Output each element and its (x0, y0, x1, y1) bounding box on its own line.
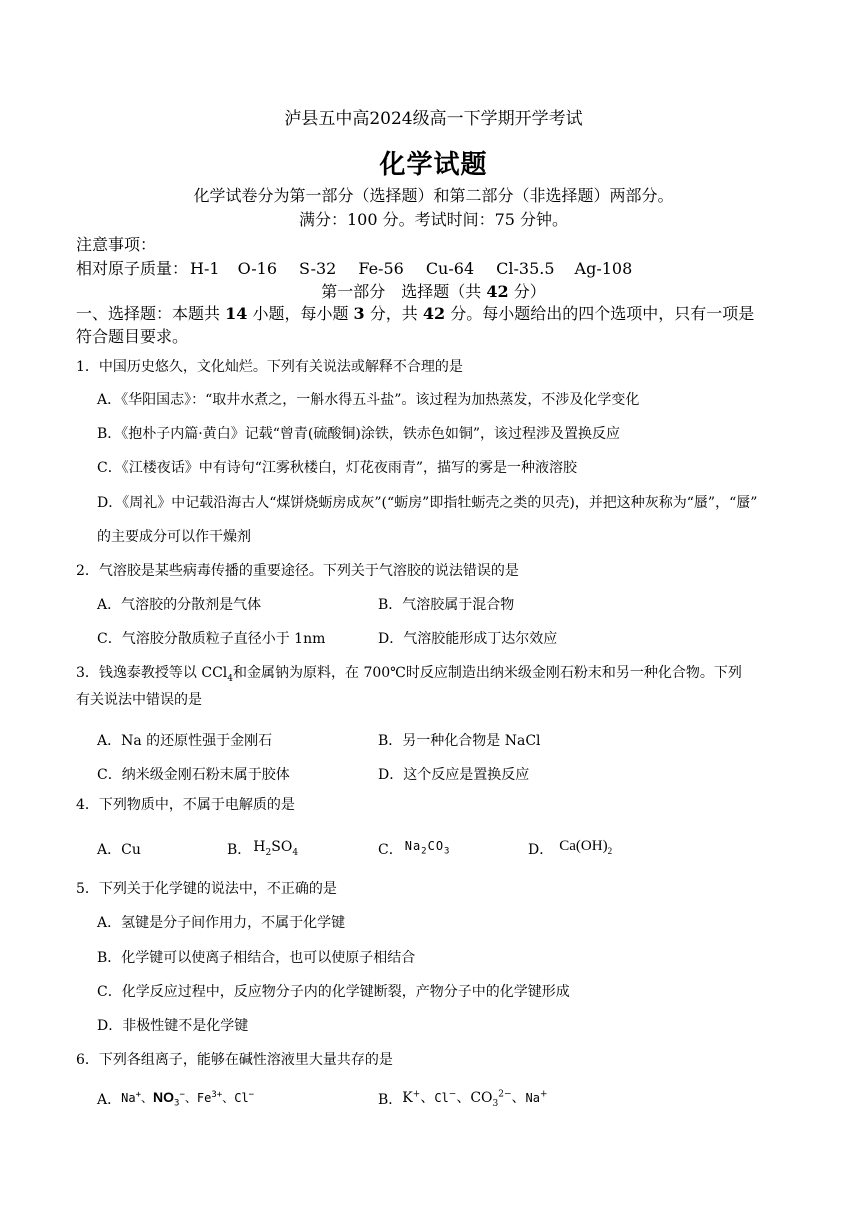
ion-group-b: K+、Cl−、$CO_3^{2-}$、Na+ (402, 1089, 548, 1109)
question-1-option-b: B．《抱朴子内篇·黄白》记载“曾青(硫酸铜)涂铁，铁赤色如铜”，该过程涉及置换反应 (97, 426, 620, 442)
exam-intro: 化学试卷分为第一部分（选择题）和第二部分（非选择题）两部分。 (193, 186, 674, 205)
atomic-mass-label: 相对原子质量： (76, 259, 189, 278)
atomic-mass-s: S-32 (299, 259, 337, 278)
atomic-mass-h: H-1 (190, 259, 220, 278)
formula-caoh2: $Ca(OH)_2$ (559, 838, 613, 856)
question-2-option-d: D．气溶胶能形成丁达尔效应 (378, 631, 558, 647)
score-time: 满分：100 分。考试时间：75 分钟。 (298, 210, 569, 229)
atomic-mass-cl: Cl-35.5 (496, 259, 555, 278)
question-4-option-b: B． $H_2SO_4$ (227, 839, 299, 858)
question-1-option-c: C．《江楼夜话》中有诗句“江雾秋楼白，灯花夜雨青”，描写的雾是一种液溶胶 (97, 460, 578, 476)
question-2-option-b: B．气溶胶属于混合物 (378, 597, 515, 613)
question-1-option-d-cont: 的主要成分可以作干燥剂 (97, 529, 251, 545)
question-6-option-a: A．Na+、$NO_3^-$、$Fe^{3+}$、Cl− (97, 1089, 255, 1109)
question-4-option-c: C． $Na_2CO_3$ (378, 839, 451, 858)
question-1-option-a: A．《华阳国志》：“取井水煮之，一斛水得五斗盐”。该过程为加热蒸发，不涉及化学变化 (97, 392, 640, 408)
question-3-stem-line2: 有关说法中错误的是 (76, 692, 202, 708)
question-2-option-c: C．气溶胶分散质粒子直径小于 1nm (97, 631, 326, 647)
question-3-option-d: D．这个反应是置换反应 (378, 767, 530, 783)
part1-instructions-line2: 符合题目要求。 (76, 327, 189, 346)
question-5-option-c: C．化学反应过程中，反应物分子内的化学键断裂，产物分子中的化学键形成 (97, 984, 570, 1000)
question-6-option-b: B．K+、Cl−、$CO_3^{2-}$、Na+ (378, 1089, 548, 1109)
question-3-option-a: A．Na 的还原性强于金刚石 (97, 733, 273, 749)
exam-title: 泸县五中高2024级高一下学期开学考试 (284, 109, 583, 129)
question-3-stem: 3．钱逸泰教授等以 CCl$_4$和金属钠为原料，在 700℃时反应制造出纳米级金刚石粉末和另一种化合物。下列 (76, 665, 742, 684)
part1-title: 第一部分 选择题（共 42 分） (321, 282, 546, 301)
atomic-mass-ag: Ag-108 (574, 259, 633, 278)
question-5-option-b: B．化学键可以使离子相结合，也可以使原子相结合 (97, 950, 416, 966)
question-3-option-c: C．纳米级金刚石粉末属于胶体 (97, 767, 290, 783)
atomic-mass-o: O-16 (237, 259, 278, 278)
formula-h2so4: $H_2SO_4$ (253, 839, 299, 858)
question-1-option-d: D．《周礼》中记载沿海古人“煤饼烧蛎房成灰”(“蛎房”即指牡蛎壳之类的贝壳)，并把这种灰称为“蜃”，“蜃” (97, 495, 758, 511)
question-4-option-d: D． $Ca(OH)_2$ (528, 838, 613, 858)
question-6-stem: 6．下列各组离子，能够在碱性溶液里大量共存的是 (76, 1052, 393, 1068)
question-5-option-a: A．氢键是分子间作用力，不属于化学键 (97, 915, 346, 931)
question-5-option-d: D．非极性键不是化学键 (97, 1018, 249, 1034)
question-1-stem: 1．中国历史悠久，文化灿烂。下列有关说法或解释不合理的是 (76, 359, 463, 375)
part1-instructions: 一、选择题：本题共 14 小题，每小题 3 分，共 42 分。每小题给出的四个选项中，只有一项是 (76, 304, 755, 323)
question-4-stem: 4．下列物质中，不属于电解质的是 (76, 797, 295, 813)
atomic-mass-fe: Fe-56 (358, 259, 404, 278)
question-5-stem: 5．下列关于化学键的说法中，不正确的是 (76, 881, 337, 897)
atomic-mass-line (76, 256, 632, 279)
question-4-option-a: A．Cu (97, 842, 141, 858)
formula-na2co3: $Na_2CO_3$ (404, 839, 451, 857)
question-3-option-b: B．另一种化合物是 NaCl (378, 733, 541, 749)
notice-label: 注意事项： (76, 235, 157, 254)
question-2-option-a: A．气溶胶的分散剂是气体 (97, 597, 262, 613)
atomic-mass-cu: Cu-64 (425, 259, 475, 278)
question-2-stem: 2．气溶胶是某些病毒传播的重要途径。下列关于气溶胶的说法错误的是 (76, 563, 519, 579)
ion-group-a: Na+、$NO_3^-$、$Fe^{3+}$、Cl− (121, 1089, 255, 1109)
subject-title: 化学试题 (379, 150, 488, 180)
